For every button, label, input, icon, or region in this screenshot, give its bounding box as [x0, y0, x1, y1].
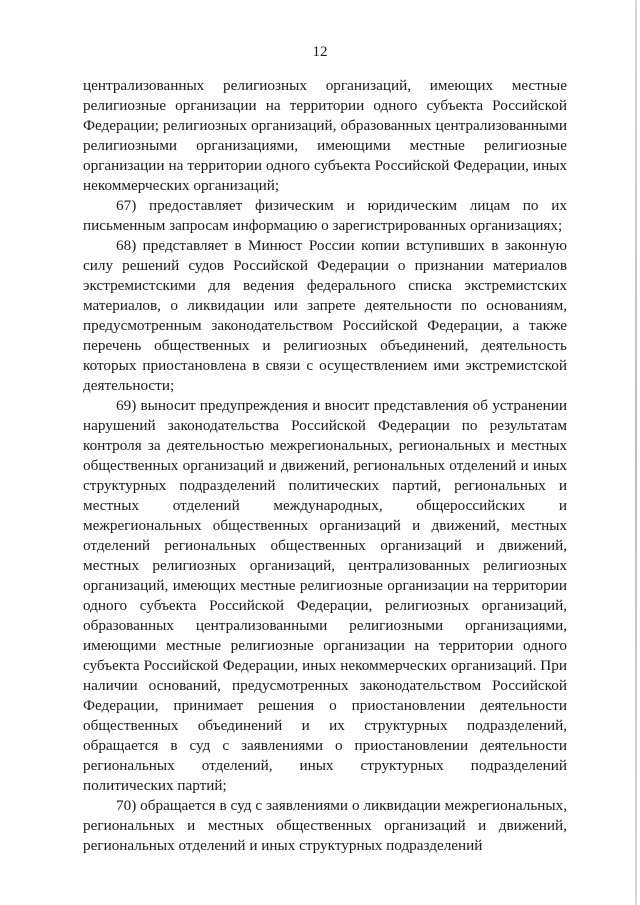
page-number: 12	[312, 44, 328, 60]
paragraph-item-70: 70) обращается в суд с заявлениями о ликвидации межрегиональных, региональных и местных общественных организаций и движений, региональных отделений и иных структурных подразделений	[83, 797, 567, 854]
paragraph-continuation: централизованных религиозных организаций, имеющих местные религиозные организации на территории одного субъекта Российской Федерации; религиозных организаций, образованных централизованными религиозными организациями, имеющими местные религиозные организации на территории одного субъекта Российской Федерации, иных некоммерческих организаций;	[83, 77, 567, 194]
paragraph-item-69: 69) выносит предупреждения и вносит представления об устранении нарушений законодательства Российской Федерации по результатам контроля за деятельностью межрегиональных, региональных и местных общественных организаций и движений, региональных отделений и иных структурных подразделений политических партий, региональных и местных отделений международных, общероссийских и межрегиональных общественных организаций и движений, местных отделений региональных общественных организаций и движений, местных религиозных организаций, централизованных религиозных организаций, имеющих местные религиозные организации на территории одного субъекта Российской Федерации, религиозных организаций, образованных централизованными религиозными организациями, имеющими местные религиозные организации на территории одного субъекта Российской Федерации, иных некоммерческих организаций. При наличии оснований, предусмотренных законодательством Российской Федерации, принимает решения о приостановлении деятельности общественных объединений и их структурных подразделений, обращается в суд с заявлениями о приостановлении деятельности региональных отделений, иных структурных подразделений политических партий;	[83, 397, 567, 794]
paragraph-item-68: 68) представляет в Минюст России копии вступивших в законную силу решений судов Российской Федерации о признании материалов экстремистскими для ведения федерального списка экстремистских материалов, о ликвидации или запрете деятельности по основаниям, предусмотренным законодательством Российской Федерации, а также перечень общественных и религиозных объединений, деятельность которых приостановлена в связи с осуществлением ими экстремистской деятельности;	[83, 237, 567, 394]
scan-edge	[635, 0, 637, 905]
document-body	[83, 76, 567, 856]
paragraph-item-67: 67) предоставляет физическим и юридическим лицам по их письменным запросам информацию о зарегистрированных организациях;	[83, 197, 567, 234]
